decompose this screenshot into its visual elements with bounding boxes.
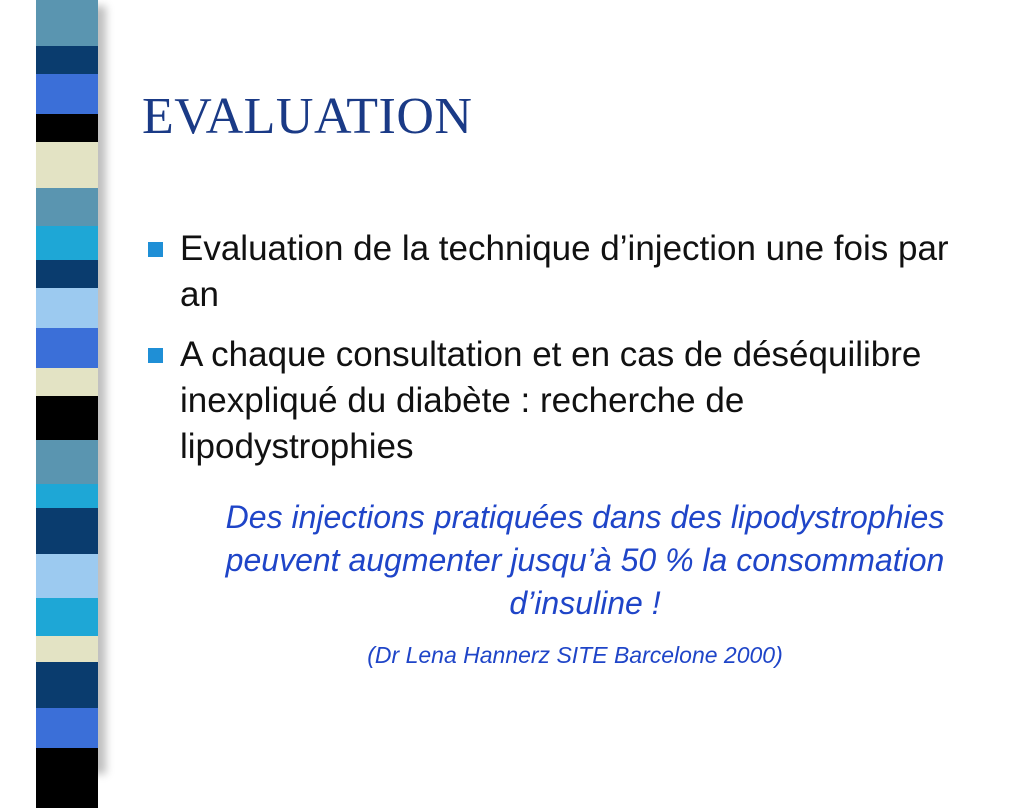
stripe-segment (36, 636, 98, 662)
square-bullet-icon (148, 348, 163, 363)
bullet-text: Evaluation de la technique d’injection une fois par an (180, 229, 949, 314)
bullet-item (146, 226, 966, 318)
stripe-segment (36, 484, 98, 508)
bullet-text: A chaque consultation et en cas de déséquilibre inexpliqué du diabète : recherche de lipodystrophies (180, 335, 922, 466)
stripe-segment (36, 74, 98, 114)
square-bullet-icon (148, 242, 163, 257)
bullet-item (146, 332, 966, 470)
stripe-segment (36, 142, 98, 188)
stripe-segment (36, 260, 98, 288)
stripe-segment (36, 598, 98, 636)
stripe-segment (36, 0, 98, 46)
bullet-list (146, 226, 966, 484)
stripe-segment (36, 554, 98, 598)
stripe-segment (36, 396, 98, 440)
stripe-segment (36, 748, 98, 808)
decorative-stripe-bar (36, 0, 98, 768)
stripe-segment (36, 46, 98, 74)
stripe-segment (36, 508, 98, 554)
stripe-segment (36, 288, 98, 328)
stripe-segment (36, 188, 98, 226)
citation: (Dr Lena Hannerz SITE Barcelone 2000) (367, 642, 783, 668)
stripe-segment (36, 328, 98, 368)
stripe-segment (36, 708, 98, 748)
stripe-segment (36, 368, 98, 396)
highlight-quote: Des injections pratiquées dans des lipodystrophies peuvent augmenter jusqu’à 50 % la consommation d’insuline ! (225, 499, 945, 621)
stripe-segment (36, 226, 98, 260)
slide-title: EVALUATION (142, 88, 473, 145)
stripe-segment (36, 114, 98, 142)
stripe-segment (36, 662, 98, 708)
stripe-segment (36, 440, 98, 484)
